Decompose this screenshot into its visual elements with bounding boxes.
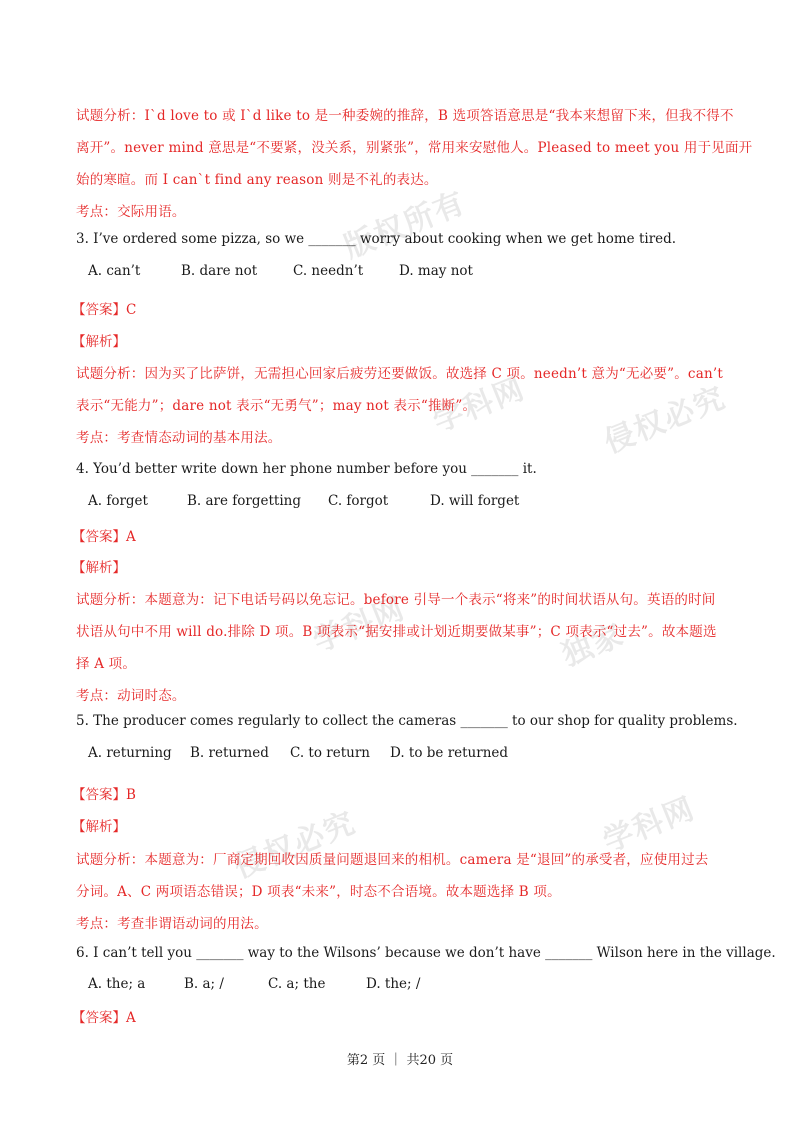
question-4-knowledge-point: 考点：动词时态。 bbox=[76, 688, 186, 704]
question-5-analysis-line: 分词。A、C 两项语态错误；D 项表“未来”，时态不合语境。故本题选择 B 项。 bbox=[76, 884, 561, 900]
question-4-option-c: C. forgot bbox=[328, 493, 389, 509]
question-3-option-d: D. may not bbox=[399, 263, 473, 279]
watermark: 版权所有 bbox=[339, 185, 472, 266]
question-4-answer: 【答案】A bbox=[72, 529, 136, 545]
watermark: 侵权必究 bbox=[229, 805, 362, 886]
question-6-option-a: A. the; a bbox=[88, 976, 146, 992]
question-4-analysis-label: 【解析】 bbox=[72, 560, 126, 576]
analysis-line: 离开”。never mind 意思是“不要紧，没关系，别紧张”，常用来安慰他人。Pleased to meet you 用于见面开 bbox=[76, 140, 753, 156]
watermark: 学科网 bbox=[428, 371, 531, 440]
question-3-knowledge-point: 考点：考查情态动词的基本用法。 bbox=[76, 430, 282, 446]
question-5-analysis-label: 【解析】 bbox=[72, 819, 126, 835]
watermark: 学科网 bbox=[598, 791, 701, 860]
question-6-option-d: D. the; / bbox=[366, 976, 421, 992]
analysis-line: 始的寒暄。而 I can`t find any reason 则是不礼的表达。 bbox=[76, 172, 438, 188]
question-3-option-c: C. needn’t bbox=[293, 263, 364, 279]
question-4-option-b: B. are forgetting bbox=[187, 493, 301, 509]
question-5-answer: 【答案】B bbox=[72, 787, 136, 803]
question-3-stem: 3. I’ve ordered some pizza, so we _______ worry about cooking when we get home tired. bbox=[76, 231, 677, 247]
watermark: 学科网 bbox=[308, 591, 411, 660]
question-6-stem: 6. I can’t tell you _______ way to the Wilsons’ because we don’t have _______ Wilson here in the village. bbox=[76, 945, 776, 961]
question-5-stem: 5. The producer comes regularly to collect the cameras _______ to our shop for quality problems. bbox=[76, 713, 738, 729]
question-6-answer: 【答案】A bbox=[72, 1010, 136, 1026]
question-5-option-d: D. to be returned bbox=[390, 745, 509, 761]
question-6-option-c: C. a; the bbox=[268, 976, 326, 992]
knowledge-point: 考点：交际用语。 bbox=[76, 204, 186, 220]
question-3-analysis-line: 试题分析：因为买了比萨饼，无需担心回家后疲劳还要做饭。故选择 C 项。needn’t 意为“无必要”。can’t bbox=[76, 366, 723, 382]
question-4-analysis-line: 择 A 项。 bbox=[76, 656, 137, 672]
question-4-stem: 4. You’d better write down her phone number before you _______ it. bbox=[76, 461, 537, 477]
question-3-analysis-line: 表示“无能力”；dare not 表示“无勇气”；may not 表示“推断”。 bbox=[76, 398, 477, 414]
question-3-answer: 【答案】C bbox=[72, 302, 137, 318]
question-5-option-b: B. returned bbox=[190, 745, 269, 761]
analysis-line: 试题分析：I`d love to 或 I`d like to 是一种委婉的推辞，B 选项答语意思是“我本来想留下来，但我不得不 bbox=[76, 108, 734, 124]
question-3-option-a: A. can’t bbox=[88, 263, 141, 279]
question-5-option-a: A. returning bbox=[88, 745, 172, 761]
question-4-analysis-line: 试题分析：本题意为：记下电话号码以免忘记。before 引导一个表示“将来”的时间状语从句。英语的时间 bbox=[76, 592, 716, 608]
watermark: 独家 bbox=[557, 617, 630, 674]
question-5-knowledge-point: 考点：考查非谓语动词的用法。 bbox=[76, 916, 268, 932]
question-4-option-a: A. forget bbox=[88, 493, 148, 509]
watermark: 侵权必究 bbox=[599, 380, 732, 461]
question-3-option-b: B. dare not bbox=[181, 263, 258, 279]
question-3-analysis-label: 【解析】 bbox=[72, 334, 126, 350]
question-6-option-b: B. a; / bbox=[184, 976, 224, 992]
page-footer: 第2 页 ｜ 共20 页 bbox=[346, 1053, 454, 1068]
question-4-option-d: D. will forget bbox=[430, 493, 520, 509]
question-5-analysis-line: 试题分析：本题意为：厂商定期回收因质量问题退回来的相机。camera 是“退回”的承受者，应使用过去 bbox=[76, 852, 709, 868]
question-5-option-c: C. to return bbox=[290, 745, 370, 761]
question-4-analysis-line: 状语从句中不用 will do.排除 D 项。B 项表示“据安排或计划近期要做某事”；C 项表示“过去”。故本题选 bbox=[76, 624, 717, 640]
